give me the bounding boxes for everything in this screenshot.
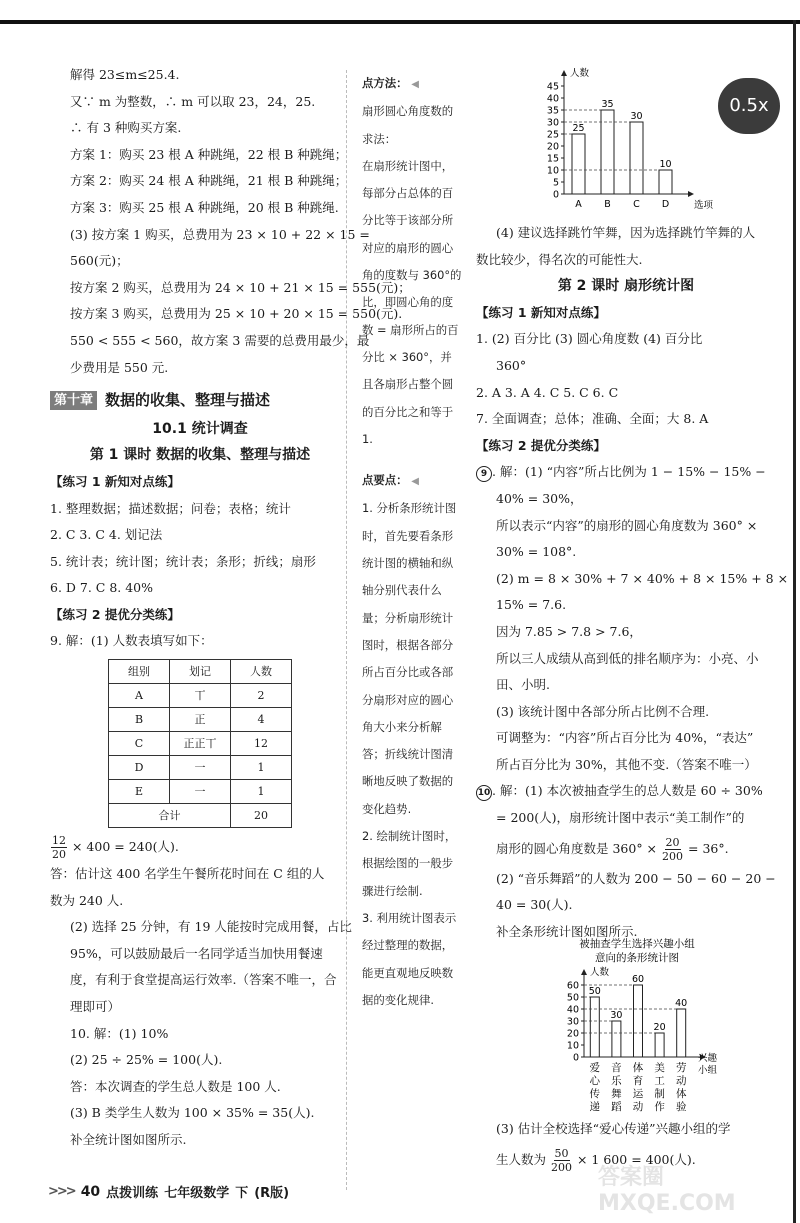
fraction: $\frac{20}{200}$ <box>662 835 684 863</box>
x-tick-label: 劳 <box>675 1062 687 1074</box>
text-line: 40 = 30(人). <box>496 897 573 913</box>
text-line: 补全统计图如图所示. <box>70 1132 187 1147</box>
table-total-label: 合计 <box>109 804 231 828</box>
bar <box>612 1021 621 1057</box>
table-total-value: 20 <box>231 804 292 828</box>
text-line: 数为 240 人. <box>50 892 124 908</box>
text-line: 方案 3：购买 25 根 A 种跳绳，20 根 B 种跳绳. <box>70 199 339 215</box>
data-label: 60 <box>631 974 645 985</box>
data-label: 20 <box>653 1022 666 1033</box>
text-line: 理即可） <box>70 999 121 1015</box>
text-line: 方案 2：购买 24 根 A 种跳绳，21 根 B 种跳绳； <box>70 173 348 189</box>
text-line: (2) 选择 25 分钟，有 19 人能按时完成用餐，占比 <box>70 919 352 935</box>
table-cell: 一 <box>170 780 231 804</box>
bar <box>630 122 643 194</box>
chapter-tag: 第十章 <box>50 391 97 410</box>
y-tick-label: 30 <box>546 117 559 129</box>
text-line: 答：本次调查的学生总人数是 100 人. <box>70 1078 281 1094</box>
table-row <box>109 732 292 756</box>
y-tick-label: 30 <box>566 1016 579 1028</box>
tips-column <box>362 70 462 1014</box>
column-divider <box>346 70 348 1190</box>
x-tick-label: 递 <box>589 1101 601 1113</box>
x-tick-label: 动 <box>632 1101 644 1113</box>
text-line: 95%，可以鼓励最后一名同学适当加快用餐速 <box>70 945 323 961</box>
chapter-heading <box>50 387 350 414</box>
bar <box>601 110 614 194</box>
table-cell: E <box>109 780 170 804</box>
lesson-title: 第 1 课时 数据的收集、整理与描述 <box>89 447 311 464</box>
table-cell: 丅 <box>170 684 231 708</box>
table-row <box>109 684 292 708</box>
x-axis-arrow <box>688 191 694 197</box>
text-line: 按方案 2 购买，总费用为 24 × 10 + 21 × 15 = 555(元)； <box>70 279 411 295</box>
table-cell: 1 <box>231 780 292 804</box>
bar <box>659 170 672 194</box>
y-tick-label: 20 <box>546 141 559 153</box>
text-line: (3) 该统计图中各部分所占比例不合理. <box>496 703 710 719</box>
y-tick-label: 20 <box>566 1028 579 1040</box>
bar <box>572 134 585 194</box>
bar <box>590 997 599 1057</box>
table-row <box>109 780 292 804</box>
text-line: 因为 7.85 > 7.8 > 7.6， <box>496 623 642 639</box>
text-line: (3) B 类学生人数为 100 × 35% = 35(人). <box>70 1105 315 1121</box>
chart2-title-line1: 被抽查学生选择兴趣小组 <box>579 938 695 950</box>
x-tick-label: 心 <box>589 1075 601 1087</box>
x-tick-label: 乐 <box>611 1075 622 1087</box>
left-lines-2 <box>50 861 350 1154</box>
text-line: 所以三人成绩从高到低的排名顺序为：小亮、小 <box>496 650 759 666</box>
text-line: 数比较少，得名次的可能性大. <box>476 251 643 267</box>
grade: 七年级数学 <box>164 1186 230 1201</box>
text-line: 田、小明. <box>496 677 550 693</box>
text-line: 补全条形统计图如图所示. <box>496 923 638 939</box>
x-tick-label: 体 <box>632 1062 644 1074</box>
watermark: 答案圈 MXQE.COM <box>598 1165 736 1216</box>
exercise-1-heading: 【练习 1 新知对点练】 <box>50 473 180 489</box>
fraction-line: 扇形的圆心角度数是 360° × $\frac{20}{200}$ = 36°. <box>496 835 729 863</box>
table-cell: C <box>109 732 170 756</box>
chart1-conclusion <box>476 220 776 273</box>
text-line: (3) 按方案 1 购买，总费用为 23 × 10 + 22 × 15 = <box>70 226 370 242</box>
table-header: 组别 <box>109 660 170 684</box>
text-line: 560(元)； <box>70 253 129 269</box>
y-tick-label: 15 <box>546 153 559 165</box>
x-tick-label: 工 <box>654 1075 665 1087</box>
data-label: 10 <box>659 159 672 170</box>
y-tick-label: 25 <box>546 129 559 141</box>
text-line: 2. C 3. C 4. 划记法 <box>50 527 163 543</box>
tip-text: 2. 绘制统计图时，根据绘图的一般步骤进行绘制. <box>362 829 457 898</box>
text-line: 15% = 7.6. <box>496 597 567 613</box>
triangle-icon: ◀ <box>411 476 419 488</box>
x-tick-label: 制 <box>654 1088 665 1100</box>
y-tick-label: 50 <box>566 992 579 1004</box>
table-cell: 正正丅 <box>170 732 231 756</box>
x-tick-label: 音 <box>611 1062 622 1074</box>
y-tick-label: 0 <box>552 189 559 201</box>
x-tick-label: 体 <box>675 1088 687 1100</box>
text-line: 按方案 3 购买，总费用为 25 × 10 + 20 × 15 = 550(元). <box>70 306 403 322</box>
table-cell: 12 <box>231 732 292 756</box>
text-line: 所以表示“内容”的扇形的圆心角度数为 360° × <box>496 517 758 533</box>
x-tick-label: D <box>661 199 670 210</box>
x-tick-label: C <box>633 199 640 210</box>
edition: (R版) <box>254 1186 290 1201</box>
tip-title-method: 点方法： ◀ <box>362 76 419 90</box>
table-cell: B <box>109 708 170 732</box>
chapter-title: 数据的收集、整理与描述 <box>105 391 271 410</box>
text-line: 10. 解：(1) 10% <box>70 1025 169 1041</box>
y-tick-label: 35 <box>546 105 559 117</box>
table-cell: A <box>109 684 170 708</box>
text-line: (3) 估计全校选择“爱心传递”兴趣小组的学 <box>496 1121 731 1136</box>
question-number-badge: 9 <box>476 466 492 482</box>
exercise-2-heading: 【练习 2 提优分类练】 <box>50 606 180 622</box>
table-cell: 2 <box>231 684 292 708</box>
bar-chart-interest-groups <box>552 934 722 1134</box>
y-tick-label: 10 <box>566 1040 579 1052</box>
x-tick-label: 验 <box>675 1101 687 1113</box>
bar <box>634 985 643 1057</box>
text-line: 7. 全面调查；总体；准确、全面；大 8. A <box>476 411 709 427</box>
y-axis-arrow <box>581 969 587 975</box>
table-cell: 一 <box>170 756 231 780</box>
x-tick-label: 运 <box>632 1088 644 1100</box>
text-line: 2. A 3. A 4. C 5. C 6. C <box>476 384 619 400</box>
y-tick-label: 0 <box>572 1052 579 1064</box>
fraction-line: 生人数为 $\frac{50}{200}$ × 1 600 = 400(人). <box>496 1146 696 1174</box>
text-line: 550 < 555 < 560，故方案 3 需要的总费用最少，最 <box>70 332 370 348</box>
data-label: 30 <box>610 1010 623 1021</box>
x-tick-label: 舞 <box>611 1088 622 1100</box>
y-axis-label: 人数 <box>590 967 610 978</box>
top-border <box>0 20 800 24</box>
table-cell: 4 <box>231 708 292 732</box>
fraction: $\frac{12}{20}$ <box>52 834 66 862</box>
x-tick-label: 动 <box>675 1075 687 1087</box>
tip-text: 扇形圆心角度数的求法： <box>362 104 454 146</box>
text-line: 答：估计这 400 名学生午餐所花时间在 C 组的人 <box>50 866 325 882</box>
page-footer <box>48 1182 289 1201</box>
table-header: 划记 <box>170 660 231 684</box>
term: 下 <box>235 1186 249 1201</box>
tip-text: 3. 利用统计图表示经过整理的数据，能更直观地反映数据的变化规律. <box>362 910 457 1007</box>
x-tick-label: 爱 <box>589 1062 601 1074</box>
text-line: 所占百分比为 30%，其他不变.（答案不唯一） <box>496 756 757 772</box>
right-column <box>476 220 789 945</box>
x-tick-label: 蹈 <box>611 1101 622 1113</box>
right-border <box>793 20 796 1223</box>
book-name: 点拨训练 <box>106 1186 159 1201</box>
question-number-badge: 10 <box>476 785 492 801</box>
data-label: 40 <box>675 998 688 1009</box>
r-exercise-1-heading: 【练习 1 新知对点练】 <box>476 304 606 320</box>
y-tick-label: 60 <box>566 980 579 992</box>
q10-line: 10 . 解：(1) 本次被抽查学生的总人数是 60 ÷ 30% <box>476 778 776 805</box>
bar-chart-options <box>536 62 726 212</box>
text-line: 又∵ m 为整数，∴ m 可以取 23，24，25. <box>70 93 316 109</box>
y-tick-label: 45 <box>546 81 559 93</box>
q9-line: 9 . 解：(1) “内容”所占比例为 1 − 15% − 15% − <box>476 459 776 486</box>
text-line: 30% = 108°. <box>496 544 577 560</box>
text-line: = 200(人)，扇形统计图中表示“美工制作”的 <box>496 810 745 826</box>
text-line: ∴ 有 3 种购买方案. <box>70 120 182 136</box>
table-cell: 1 <box>231 756 292 780</box>
bar <box>677 1009 686 1057</box>
text-line: 1. 整理数据；描述数据；问卷；表格；统计 <box>50 500 291 516</box>
table-cell: 正 <box>170 708 231 732</box>
table-cell: D <box>109 756 170 780</box>
x-tick-label: 美 <box>654 1062 665 1074</box>
text-line: (2) 25 ÷ 25% = 100(人). <box>70 1052 223 1068</box>
data-label: 35 <box>601 99 614 110</box>
text-line: (2) m = 8 × 30% + 7 × 40% + 8 × 15% + 8 × <box>496 570 789 586</box>
text-line: 1. (2) 百分比 (3) 圆心角度数 (4) 百分比 <box>476 331 703 347</box>
zoom-badge[interactable]: 0.5x <box>718 78 780 134</box>
page-number: 40 <box>80 1183 101 1200</box>
y-axis-label: 人数 <box>570 68 590 79</box>
data-label: 25 <box>572 123 585 134</box>
fraction: $\frac{50}{200}$ <box>551 1146 572 1174</box>
text-line: 360° <box>496 357 527 373</box>
triangle-icon: ◀ <box>411 79 419 90</box>
chart2-title-line2: 意向的条形统计图 <box>595 952 679 964</box>
text-line: 少费用是 550 元. <box>70 359 169 375</box>
tip-text: 在扇形统计图中，每部分占总体的百分比等于该部分所对应的扇形的圆心角的度数与 360°的比，即圆心角的度数 = 扇形所占的百分比 × 360°，并且各扇形占整个圆的百分比之和等于 1. <box>362 158 462 446</box>
data-label: 30 <box>630 111 643 122</box>
x-axis-label: 选项 <box>694 200 714 211</box>
arrow-icon: >>> <box>48 1184 75 1199</box>
fraction-line: $\frac{12}{20}$ × 400 = 240(人). <box>52 834 179 862</box>
r-exercise-1-answers <box>476 326 776 432</box>
table-row <box>109 756 292 780</box>
y-tick-label: 40 <box>566 1004 579 1016</box>
x-axis-label: 小组 <box>698 1065 718 1076</box>
y-tick-label: 40 <box>546 93 559 105</box>
x-tick-label: A <box>575 199 582 210</box>
x-tick-label: 育 <box>632 1075 644 1087</box>
tally-table <box>108 659 292 828</box>
text-line: 解得 23≤m≤25.4. <box>70 67 180 82</box>
text-line: 6. D 7. C 8. 40% <box>50 580 154 596</box>
section-title: 10.1 统计调查 <box>152 420 248 437</box>
x-tick-label: B <box>604 199 611 210</box>
tip-title-points: 点要点： ◀ <box>362 473 419 488</box>
y-tick-label: 10 <box>546 165 559 177</box>
y-axis-arrow <box>561 70 567 76</box>
bar <box>655 1033 664 1057</box>
text-line: (4) 建议选择跳竹竿舞，因为选择跳竹竿舞的人 <box>496 225 756 240</box>
text-line: 可调整为：“内容”所占百分比为 40%，“表达” <box>496 730 754 746</box>
table-header: 人数 <box>231 660 292 684</box>
text-line: 度，有利于食堂提高运行效率.（答案不唯一，合 <box>70 972 337 988</box>
q9-answer <box>476 486 789 779</box>
data-label: 50 <box>588 986 601 997</box>
x-axis-label: 兴趣 <box>698 1053 718 1064</box>
text-line: 5. 统计表；统计图；统计表；条形；折线；扇形 <box>50 553 316 569</box>
text-line: (2) “音乐舞蹈”的人数为 200 − 50 − 60 − 20 − <box>496 870 776 886</box>
text-line: 40% = 30%， <box>496 490 583 506</box>
lesson2-title: 第 2 课时 扇形统计图 <box>557 278 695 295</box>
r-exercise-2-heading: 【练习 2 提优分类练】 <box>476 437 606 453</box>
x-tick-label: 作 <box>654 1101 665 1113</box>
exercise-1-answers <box>50 496 350 602</box>
text-line: 方案 1：购买 23 根 A 种跳绳，22 根 B 种跳绳； <box>70 146 348 162</box>
q9-intro: 9. 解：(1) 人数表填写如下： <box>50 633 213 649</box>
y-tick-label: 5 <box>552 177 559 189</box>
table-row <box>109 708 292 732</box>
tip-text: 1. 分析条形统计图时，首先要看条形统计图的横轴和纵轴分别代表什么量；分析扇形统计图时，根据各部分所占百分比或各部分扇形对应的圆心角大小来分析解答；折线统计图清晰地反映了数据的变化趋势. <box>362 501 457 816</box>
x-tick-label: 传 <box>589 1088 601 1100</box>
